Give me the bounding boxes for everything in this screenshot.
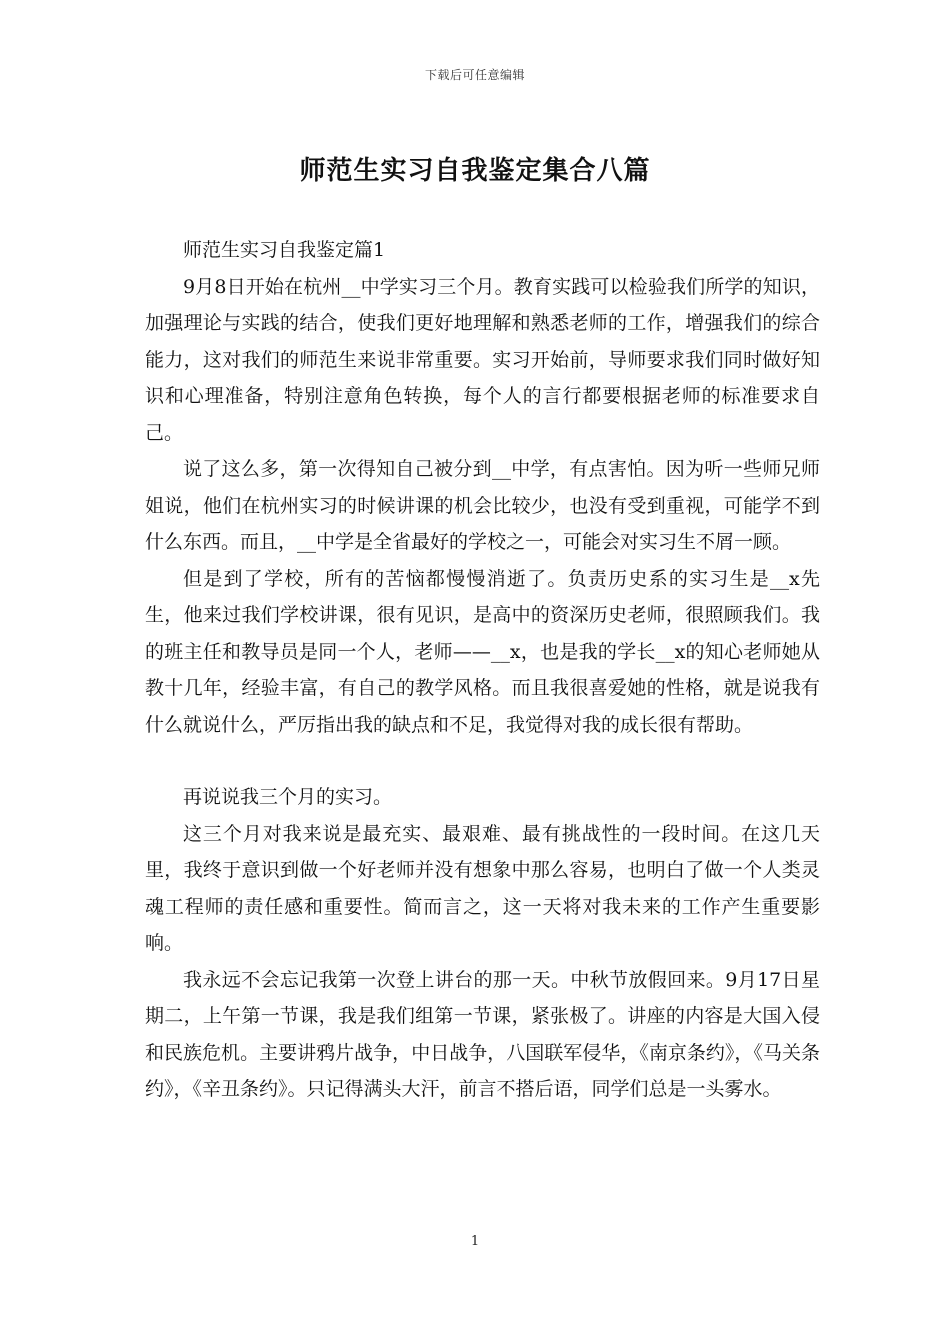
document-title: 师范生实习自我鉴定集合八篇 [299,156,651,186]
header-note: 下载后可任意编辑 [424,68,525,82]
section-heading: 师范生实习自我鉴定篇1 [183,239,386,261]
body-paragraph: 再说说我三个月的实习。 [183,786,393,808]
body-paragraph: 9月8日开始在杭州__中学实习三个月。教育实践可以检验我们所学的知识，加强理论与实践的结合，使我们更好地理解和熟悉老师的工作，增强我们的综合能力，这对我们的师范生来说非常重要。实习开始前，导师要求我们同时做好知识和心理准备，特别注意角色转换，每个人的言行都要根据老师的标准要求自己。 [145,275,820,444]
body-paragraph: 但是到了学校，所有的苦恼都慢慢消逝了。负责历史系的实习生是__x先生，他来过我们学校讲课，很有见识，是高中的资深历史老师，很照顾我们。我的班主任和教导员是同一个人，老师——__x，也是我的学长__x的知心老师她从教十几年，经验丰富，有自己的教学风格。而且我很喜爱她的性格，就是说我有什么就说什么，严厉指出我的缺点和不足，我觉得对我的成长很有帮助。 [145,567,820,736]
body-paragraph: 这三个月对我来说是最充实、最艰难、最有挑战性的一段时间。在这几天里，我终于意识到做一个好老师并没有想象中那么容易，也明白了做一个人类灵魂工程师的责任感和重要性。简而言之，这一天将对我未来的工作产生重要影响。 [145,822,820,954]
body-paragraph: 我永远不会忘记我第一次登上讲台的那一天。中秋节放假回来。9月17日星期二，上午第一节课，我是我们组第一节课，紧张极了。讲座的内容是大国入侵和民族危机。主要讲鸦片战争，中日战争，八国联军侵华，《南京条约》，《马关条约》，《辛丑条约》。只记得满头大汗，前言不搭后语，同学们总是一头雾水。 [145,968,820,1100]
document-body [145,232,820,1108]
page-number: 1 [470,1234,480,1249]
body-paragraph: 说了这么多，第一次得知自己被分到__中学，有点害怕。因为听一些师兄师姐说，他们在杭州实习的时候讲课的机会比较少，也没有受到重视，可能学不到什么东西。而且，__中学是全省最好的学校之一，可能会对实习生不屑一顾。 [145,458,820,553]
